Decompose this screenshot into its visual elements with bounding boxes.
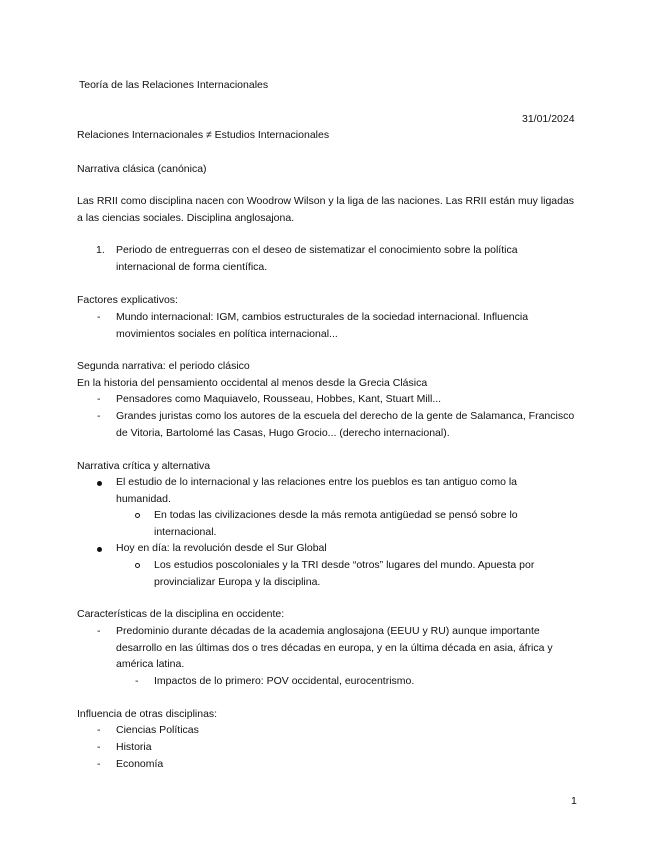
- list-item-critica-2: Hoy en día: la revolución desde el Sur Global: [116, 542, 327, 554]
- list-item-caracteristicas-1: Predominio durante décadas de la academia anglosajona (EEUU y RU) aunque importante desarrollo en las últimas dos o tres décadas en europa, y en la última década en asia, áfrica y américa latina.: [116, 625, 553, 670]
- list-item-critica-1: El estudio de lo internacional y las relaciones entre los pueblos es tan antiguo como la humanidad.: [116, 476, 517, 505]
- list-marker: -: [97, 410, 101, 422]
- list-marker: -: [97, 724, 101, 736]
- list-marker: -: [97, 393, 101, 405]
- numbered-item-1: Periodo de entreguerras con el deseo de sistematizar el conocimiento sobre la política internacional de forma científica.: [116, 244, 518, 273]
- list-item-influencia-1: Ciencias Políticas: [116, 724, 199, 736]
- list-item-influencia-3: Economía: [116, 758, 164, 770]
- paragraph-narrativa-clasica: Las RRII como disciplina nacen con Woodrow Wilson y la liga de las naciones. Las RRII están muy ligadas a las ciencias sociales. Disciplina anglosajona.: [77, 195, 575, 224]
- list-marker: -: [97, 758, 101, 770]
- heading-narrativa-clasica: Narrativa clásica (canónica): [77, 163, 207, 175]
- sublist-item-critica-1: En todas las civilizaciones desde la más remota antigüedad se pensó sobre lo internacional.: [154, 509, 518, 538]
- document-title: Teoría de las Relaciones Internacionales: [79, 79, 269, 91]
- date: 31/01/2024: [522, 113, 575, 125]
- heading-influencia: Influencia de otras disciplinas:: [77, 708, 218, 720]
- heading-segunda-narrativa: Segunda narrativa: el periodo clásico: [77, 360, 250, 372]
- sublist-item-caracteristicas-1: Impactos de lo primero: POV occidental, eurocentrismo.: [154, 675, 415, 687]
- list-marker: -: [135, 675, 139, 687]
- list-marker: -: [97, 741, 101, 753]
- list-item-segunda-2: Grandes juristas como los autores de la escuela del derecho de la gente de Salamanca, Francisco de Vitoria, Bartolomé las Casas, Hugo Grocio... (derecho internacional).: [116, 410, 575, 439]
- list-item-segunda-1: Pensadores como Maquiavelo, Rousseau, Hobbes, Kant, Stuart Mill...: [116, 393, 442, 405]
- list-marker: -: [97, 625, 101, 637]
- segunda-intro: En la historia del pensamiento occidental al menos desde la Grecia Clásica: [77, 377, 428, 389]
- heading-factores: Factores explicativos:: [77, 294, 178, 306]
- heading-narrativa-critica: Narrativa crítica y alternativa: [77, 460, 211, 472]
- list-item-factores-1: Mundo internacional: IGM, cambios estructurales de la sociedad internacional. Influencia movimientos sociales en política internacional...: [116, 311, 529, 340]
- bullet-circle: [135, 513, 140, 518]
- bullet-dot: [97, 547, 102, 552]
- sublist-item-critica-2: Los estudios poscoloniales y la TRI desde “otros” lugares del mundo. Apuesta por provincializar Europa y la disciplina.: [154, 559, 535, 588]
- list-marker: -: [97, 311, 101, 323]
- page-number: 1: [571, 795, 577, 807]
- heading-caracteristicas: Características de la disciplina en occidente:: [77, 608, 285, 620]
- bullet-circle: [135, 563, 140, 568]
- list-item-influencia-2: Historia: [116, 741, 152, 753]
- bullet-dot: [97, 481, 102, 486]
- numbered-marker-1: 1.: [96, 244, 105, 256]
- heading-relaciones: Relaciones Internacionales ≠ Estudios Internacionales: [77, 129, 330, 141]
